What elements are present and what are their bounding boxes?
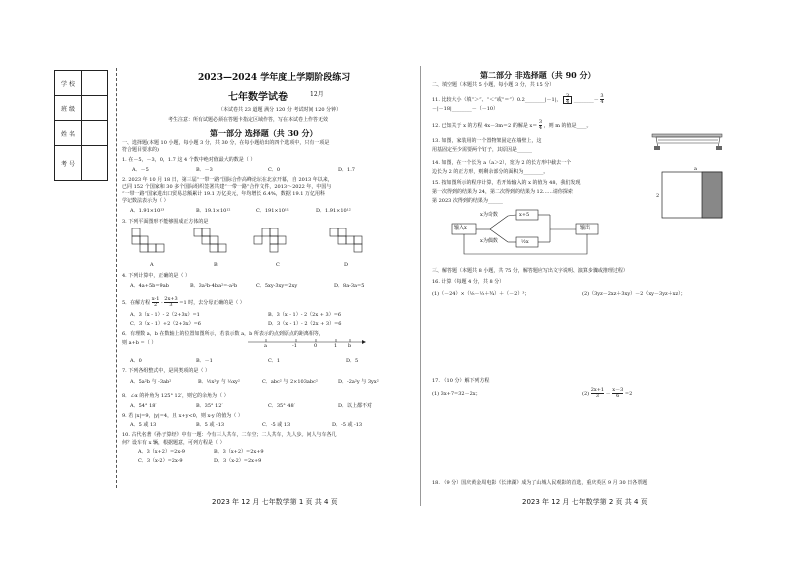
q11-f2-den: 4 bbox=[600, 99, 604, 105]
q3-option-b[interactable]: B bbox=[214, 262, 218, 268]
q11-abs-frac-1 bbox=[563, 93, 572, 105]
q14-label-2: 2 bbox=[656, 193, 660, 199]
q6-axis-label-1: 1 bbox=[334, 343, 338, 349]
q10-option-b[interactable]: B．3（x+2）=2x+9 bbox=[214, 449, 264, 455]
q17-part2-label: (2) bbox=[582, 391, 590, 397]
q2-stem-a: 2. 2023 年 10 月 18 日，第三届“一带一路”国际合作高峰论坛在北京开幕，自 2013 年以来， bbox=[122, 177, 333, 183]
q5-option-b[interactable]: B．3（x - 1）- 2（2x + 3）=6 bbox=[268, 312, 342, 318]
q15-flowchart bbox=[450, 206, 610, 258]
flow-output-box: 输出 bbox=[580, 225, 591, 231]
q2-option-b[interactable]: B．19.1×10¹² bbox=[196, 208, 231, 214]
flow-half-box: ½x bbox=[521, 239, 529, 245]
q3-option-d[interactable]: D bbox=[344, 262, 349, 268]
q10-stem-b: 何？设车有 x 辆，根据题意，可列方程是（ ） bbox=[122, 440, 225, 446]
q9-option-d[interactable]: D．-5 或 -13 bbox=[332, 422, 363, 428]
q5-minus: - bbox=[160, 300, 163, 306]
q1-option-a[interactable]: A．－5 bbox=[132, 167, 149, 173]
exam-month: 12月 bbox=[310, 91, 324, 98]
q10-option-a[interactable]: A．3（x+2）=2x-9 bbox=[138, 449, 185, 455]
q17-fraction-2 bbox=[612, 388, 623, 399]
q6-option-c[interactable]: C．1 bbox=[268, 358, 281, 364]
exam-info: （本试卷共 23 道题 满分 120 分 考试时间 120 分钟） bbox=[218, 107, 342, 113]
q15-stem-c: 第 2023 次得到的结果为______ bbox=[432, 198, 503, 204]
q1-stem: 1. 在－5，－3，0，1.7 这 4 个数中绝对值最大的数是（ ） bbox=[122, 157, 256, 163]
q4-option-d[interactable]: D．8a-3a=5 bbox=[334, 283, 365, 289]
q10-option-d[interactable]: D．3（x-2）=2x+9 bbox=[214, 458, 262, 464]
q6-stem-a: 6．有理数 a，b 在数轴上的位置如图所示，若表示数 a，b 所表示的点到原点的距离相等， bbox=[122, 331, 324, 337]
q18-stem: 18. （9 分）国庆黄金周电影《长津湖》成为了山城人民观影的首选，重庆英区 9 月 30 日各票题 bbox=[432, 480, 648, 486]
exam-title: 七年数学试卷 bbox=[228, 92, 288, 103]
q17-equals: =2 bbox=[624, 391, 633, 397]
school-label: 学 校 bbox=[55, 71, 82, 96]
q17-title: 17. （10 分）解下列方程 bbox=[432, 378, 490, 384]
q6-stem-b: 则 a+b =（ ） bbox=[122, 340, 157, 346]
class-field[interactable] bbox=[82, 96, 108, 121]
q12-f-num: 3 bbox=[538, 119, 543, 125]
q7-stem: 7. 下列各组整式中，是同类项的是（ ） bbox=[122, 368, 210, 374]
q11-f1-num: 3 bbox=[565, 93, 570, 99]
q17-f1-num: 2x+1 bbox=[590, 387, 605, 393]
q3-option-a[interactable]: A bbox=[150, 262, 154, 268]
school-field[interactable] bbox=[82, 71, 108, 96]
q11-f2-num: 3 bbox=[600, 93, 604, 99]
sec1-header-b: 符合题目要求的) bbox=[122, 147, 159, 153]
q5-f2-den: 3 bbox=[169, 302, 173, 308]
q4-stem: 4. 下列计算中，正确的是（ ） bbox=[122, 273, 190, 279]
q12-text-b: ，则 m 的值是____。 bbox=[543, 123, 592, 129]
q14-stem-b: 边长为 2 的正方形，则剩余部分的面积为________。 bbox=[432, 169, 549, 175]
name-label: 姓 名 bbox=[55, 121, 82, 146]
q10-option-c[interactable]: C．3（x-2）=2x-9 bbox=[138, 458, 183, 464]
q5-stem-tail: 时，去分母正确的是（ ） bbox=[188, 300, 245, 306]
q4-option-c[interactable]: C．5xy-3xy=2xy bbox=[256, 283, 298, 289]
q2-option-a[interactable]: A．1.91×10¹³ bbox=[130, 208, 165, 214]
q12-f-den: 4 bbox=[538, 125, 543, 131]
q1-option-d[interactable]: D．1.7 bbox=[338, 167, 355, 173]
q5-f1-den: 2 bbox=[153, 302, 158, 308]
left-footer: 2023 年 12 月 七年数学第 1 页 共 4 页 bbox=[212, 498, 338, 506]
q6-axis-label-0: 0 bbox=[314, 343, 318, 349]
q11-mid: ________－ bbox=[573, 97, 599, 103]
q16-part1: (1)（－24）×（⅛－⅓＋¾）＋（－2）³； bbox=[432, 291, 530, 297]
flow-odd-label: x为奇数 bbox=[480, 212, 498, 218]
q8-stem: 8．∠α 的补角为 125° 12′，则它的余角为（ ） bbox=[122, 393, 229, 399]
q1-option-c[interactable]: C．0 bbox=[268, 167, 281, 173]
q14-stem-a: 14. 如图，在一个长为 a（a＞2），宽为 2 的长方形中截去一个 bbox=[432, 160, 572, 166]
q6-option-d[interactable]: D．5 bbox=[346, 358, 359, 364]
q5-stem bbox=[122, 297, 245, 308]
flow-even-label: x为偶数 bbox=[480, 238, 498, 244]
q17-f1-den: 3 bbox=[595, 393, 599, 399]
q2-stem-d: 学记数法表示为（ ） bbox=[122, 198, 169, 204]
exam-note: 考生注意：所有试题必须在答题卡指定区域作答，写在本试卷上作答无效 bbox=[168, 117, 329, 123]
q9-option-c[interactable]: C．-5 或 13 bbox=[262, 422, 291, 428]
q7-option-c[interactable]: C．abc² 与 2×103abc² bbox=[262, 379, 318, 385]
q6-axis-label-a: a bbox=[264, 343, 267, 349]
q2-stem-c: “一带一路”国家进出口贸易总额累计 19.1 万亿美元，年均增长 6.4%，数据 19.1 万亿用科 bbox=[122, 191, 326, 197]
q2-option-d[interactable]: D．1.91×10¹² bbox=[316, 208, 351, 214]
q13-shelf-figure bbox=[650, 130, 726, 156]
q17-part1: (1) 3x+7=32－2x； bbox=[432, 391, 481, 397]
q14-rectangle-figure bbox=[656, 166, 726, 222]
name-field[interactable] bbox=[82, 121, 108, 146]
q9-option-a[interactable]: A．5 或 13 bbox=[130, 422, 157, 428]
q17-part2 bbox=[582, 388, 632, 399]
part1-title: 第一部分 选择题（共 30 分） bbox=[210, 128, 318, 138]
sec2-header: 二、填空题（本题共 5 小题，每小题 3 分，共 15 分） bbox=[432, 82, 555, 88]
sec3-header: 三、解答题（本题共 8 小题，共 75 分，解答题应写出文字说明、演算步骤或推理过程） bbox=[432, 268, 628, 274]
q13-stem-a: 13. 如图，家装用的一个置物架固定在墙壁上，这 bbox=[432, 138, 542, 144]
q8-option-a[interactable]: A．54° 18′ bbox=[130, 403, 157, 409]
q8-option-c[interactable]: C．35° 48′ bbox=[268, 403, 295, 409]
q5-f2-num: 2x+3 bbox=[164, 296, 178, 302]
q5-equals: =1 bbox=[179, 300, 187, 306]
q16-title: 16. 计算（每题 4 分，共 8 分） bbox=[432, 279, 505, 285]
q5-fraction-1 bbox=[152, 297, 160, 308]
q11-line-b: －|－18|________－（－10） bbox=[432, 106, 499, 112]
q6-option-a[interactable]: A．0 bbox=[130, 358, 142, 364]
q15-stem-a: 15. 按如图所示的程序计算，若开始输入的 x 的值为 48，我们发现 bbox=[432, 180, 581, 186]
q13-stem-b: 用基固定至少需要两个钉子，其原因是______ bbox=[432, 147, 533, 153]
q15-stem-b: 第一次得到的结果为 24，第二次得到的结果为 12……请你探索 bbox=[432, 189, 573, 195]
class-label: 班 级 bbox=[55, 96, 82, 121]
q11-line-a bbox=[432, 94, 604, 105]
q5-fraction-2 bbox=[164, 297, 177, 308]
page-divider bbox=[420, 66, 421, 506]
q16-part2: (2)（3yz－2xz＋3xy）－2（xy－3yz＋xz）； bbox=[582, 291, 686, 297]
student-info-table bbox=[54, 70, 108, 181]
flow-plus-box: x+5 bbox=[519, 212, 530, 218]
q3-cube-nets-figure bbox=[130, 228, 370, 264]
q17-minus: － bbox=[605, 391, 611, 397]
q5-stem-text: 5．在解方程 bbox=[122, 300, 151, 306]
q17-f2-num: x－3 bbox=[612, 387, 624, 393]
id-field[interactable] bbox=[82, 146, 108, 181]
q8-option-b[interactable]: B．35° 12′ bbox=[196, 403, 223, 409]
flow-input-box: 输入x bbox=[454, 225, 467, 231]
q4-option-b[interactable]: B．3a²b-4ba²=-a²b bbox=[190, 283, 238, 289]
q6-option-b[interactable]: B．－1 bbox=[196, 358, 213, 364]
q7-option-b[interactable]: B．½x²y 与 ⅓xy² bbox=[198, 379, 240, 385]
q12-text-a: 12. 已知关于 x 的方程 4x－3m＝2 的解是 x＝ bbox=[432, 123, 538, 129]
q10-stem-a: 10. 古代名著《孙子算经》中有一题：今有三人共车，二车空；二人共车，九人步。问人与车各几 bbox=[122, 432, 337, 438]
q11-frac-2 bbox=[600, 94, 603, 105]
q7-option-a[interactable]: A．5a²b 与 -3ab² bbox=[130, 379, 172, 385]
q7-option-d[interactable]: D．-2a²y 与 3yx² bbox=[338, 379, 379, 385]
binding-dashed-line bbox=[116, 68, 117, 488]
q3-option-c[interactable]: C bbox=[276, 262, 280, 268]
right-footer: 2023 年 12 月 七年数学第 2 页 共 4 页 bbox=[522, 498, 648, 506]
q11-text-a: 11. 比较大小（填“＞”、“＜”或“＝”）0.2________|－1|， bbox=[432, 97, 562, 103]
q14-label-a: a bbox=[694, 166, 697, 172]
q9-stem: 9. 若 |x|=9，|y|=4，且 x+y<0，则 x-y 的值为（ ） bbox=[122, 413, 243, 419]
q6-axis-label-neg1: -1 bbox=[292, 343, 297, 349]
q11-f1-den: 4 bbox=[565, 99, 570, 105]
q5-f1-num: x-1 bbox=[151, 296, 160, 302]
q17-fraction-1 bbox=[591, 388, 604, 399]
q12-stem bbox=[432, 120, 592, 131]
q2-option-c[interactable]: C．191×10¹¹ bbox=[256, 208, 289, 214]
q9-option-b[interactable]: B．5 或 -13 bbox=[196, 422, 225, 428]
part2-title: 第二部分 非选择题（共 90 分） bbox=[480, 70, 596, 80]
q3-stem: 3. 下列平面图形不能够围成正方体的是 bbox=[122, 219, 209, 225]
q6-axis-label-b: b bbox=[348, 343, 352, 349]
q5-option-d[interactable]: D．3（x - 1）- 2（2x + 3）=6 bbox=[268, 321, 342, 327]
sec1-header-a: 一、选择题(本题 10 小题，每小题 3 分，共 30 分，在每小题给出的四个选项中，只有一项是 bbox=[122, 140, 330, 146]
q5-option-a[interactable]: A．3（x - 1）- 2（2+3x）=1 bbox=[130, 312, 200, 318]
q4-option-a[interactable]: A．4a+5b=9ab bbox=[130, 283, 169, 289]
q8-option-d[interactable]: D．以上都不对 bbox=[338, 403, 373, 409]
q5-option-c[interactable]: C．3（x - 1）+2（2+3x）=6 bbox=[130, 321, 201, 327]
q1-option-b[interactable]: B．－3 bbox=[196, 167, 213, 173]
id-label: 考 号 bbox=[55, 146, 82, 181]
q2-stem-b: 已同 152 个国家和 30 多个国际组织签署共建“一带一路”合作文件，2013～2022 年，中国与 bbox=[122, 184, 332, 190]
q12-fraction bbox=[539, 120, 542, 131]
exam-year-title: 2023—2024 学年度上学期阶段练习 bbox=[198, 73, 351, 83]
q17-f2-den: 6 bbox=[616, 393, 620, 399]
